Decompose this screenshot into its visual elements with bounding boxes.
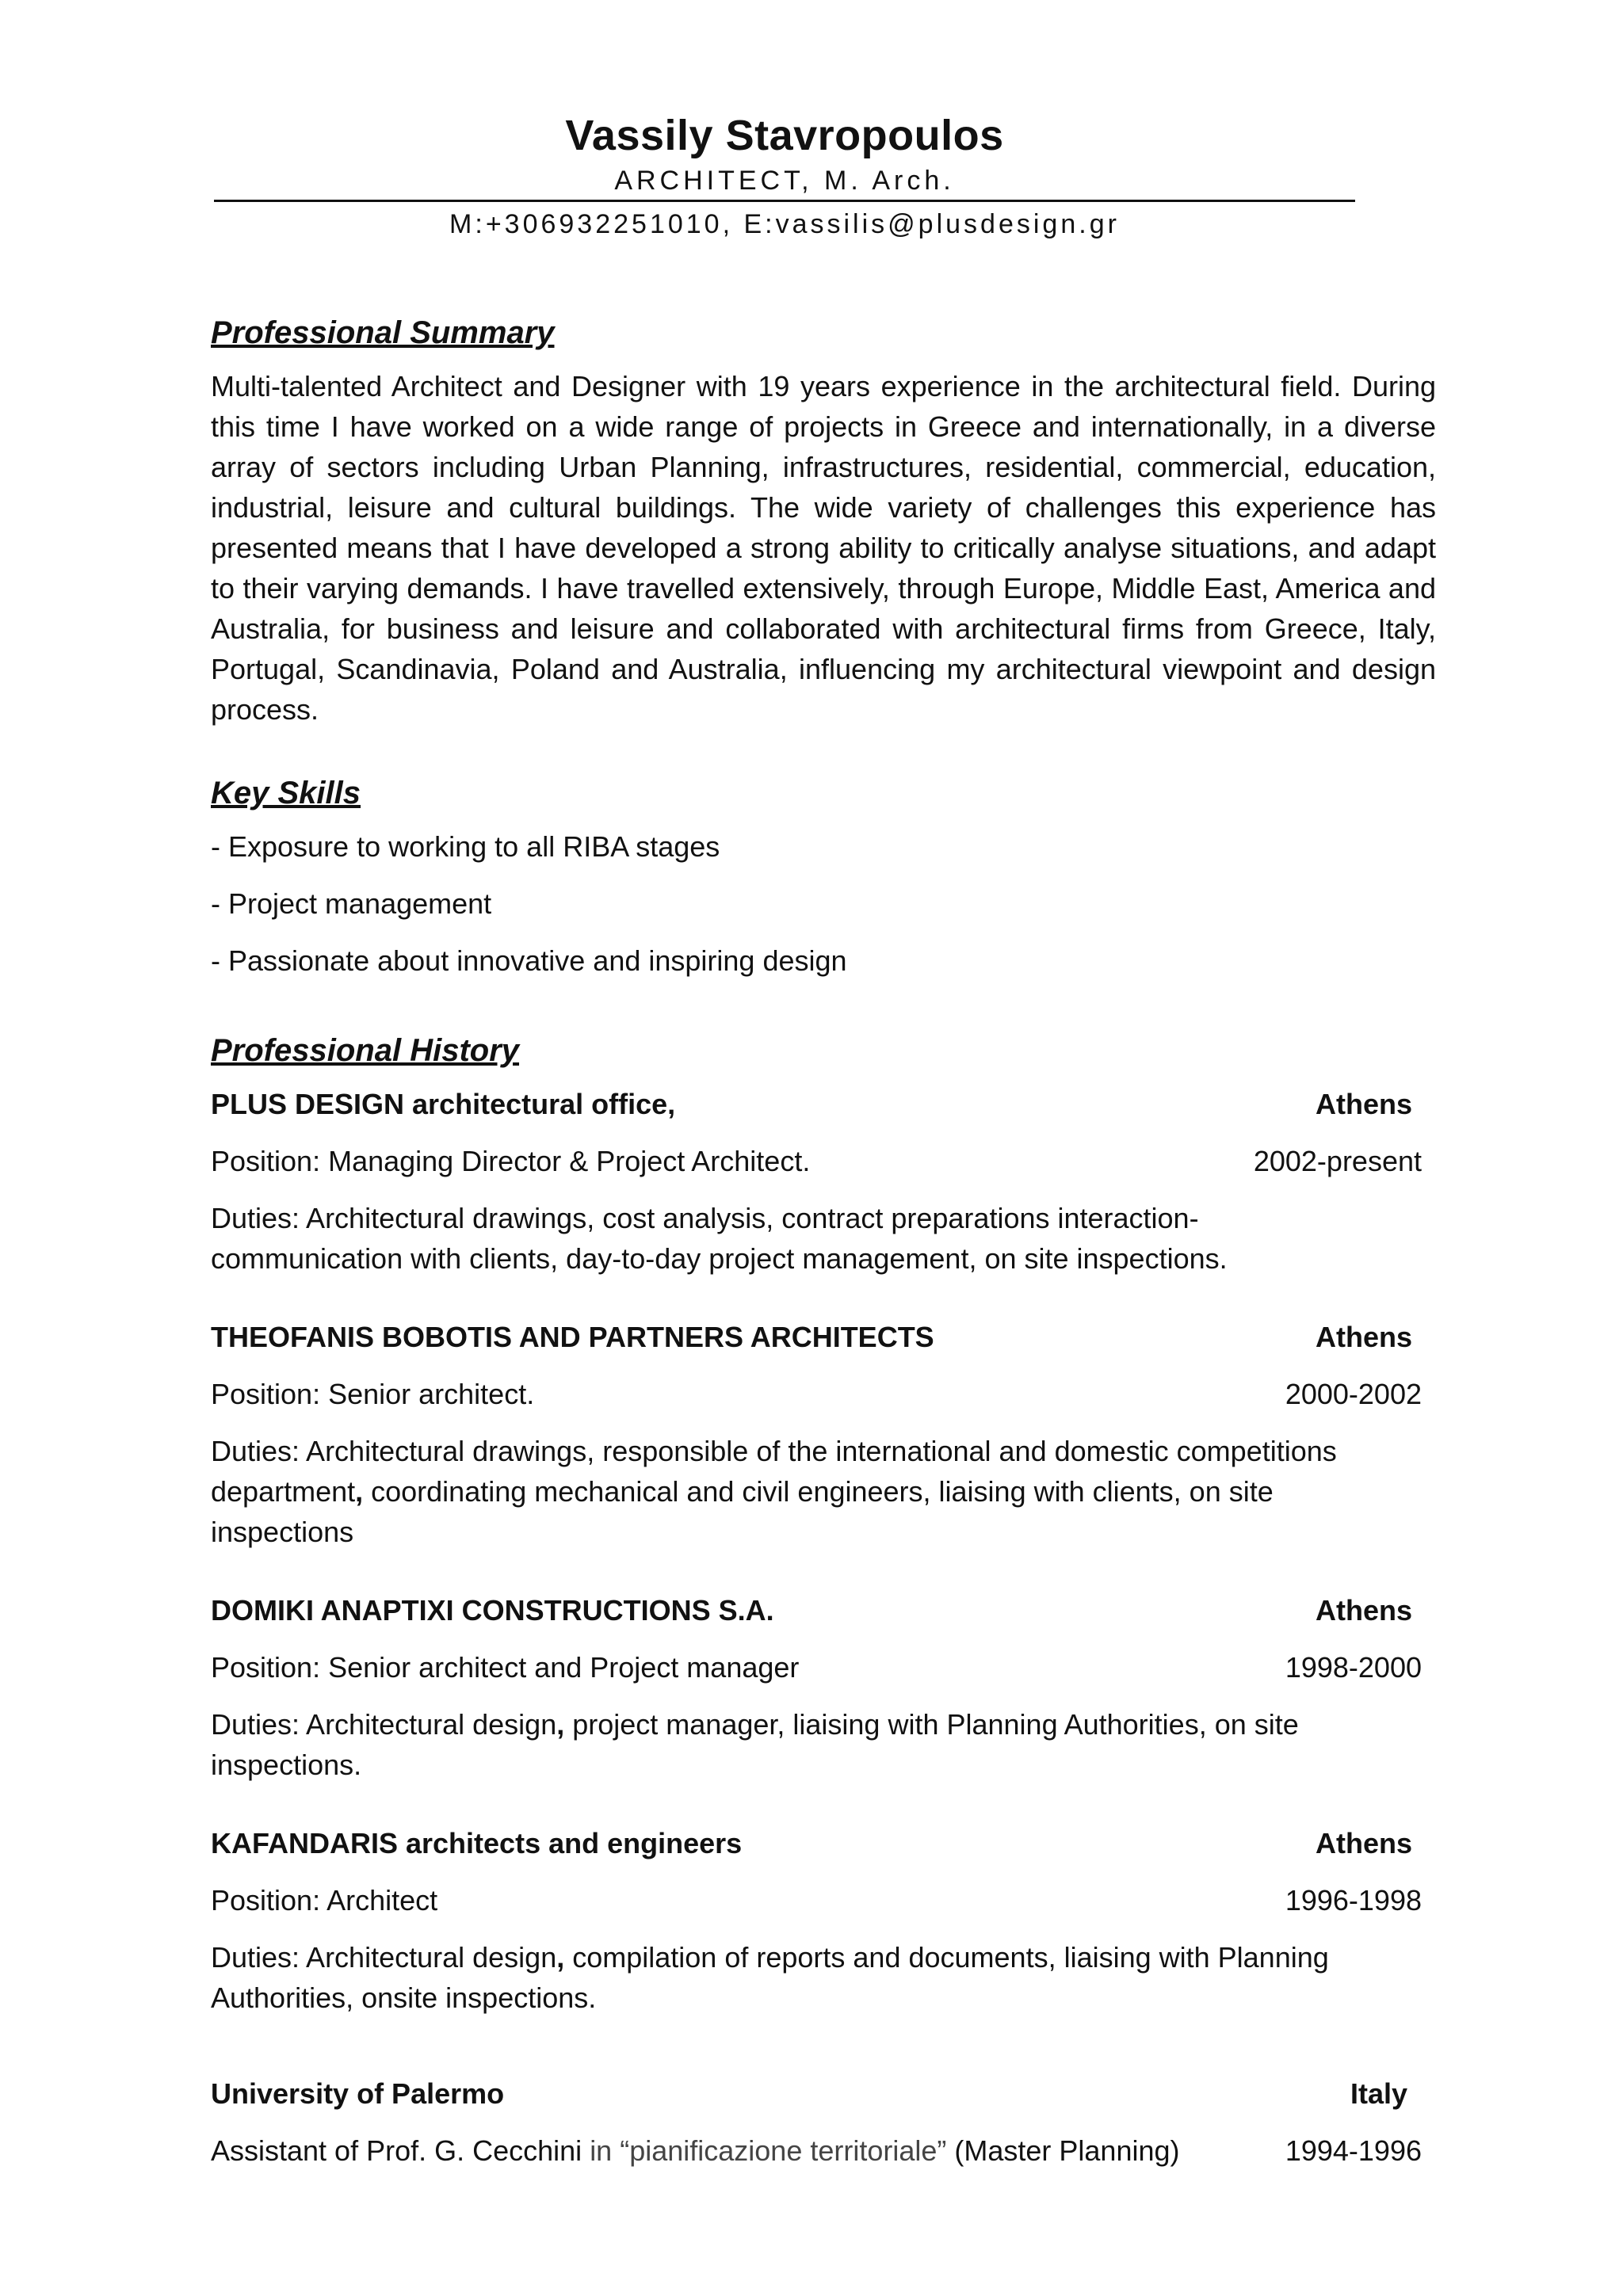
summary-text: Multi-talented Architect and Designer with 19 years experience in the architectural field. During this time I have worked on a wide range of projects in Greece and internationally, in a diverse array of sectors including Urban Planning, infrastructures, residential, commercial, education, industrial, leisure and cultural buildings. The wide variety of challenges this experience has presented means that I have developed a strong ability to critically analyse situations, and adapt to their varying demands. I have travelled extensively, through Europe, Middle East, America and Australia, for business and leisure and collaborated with architectural firms from Greece, Italy, Portugal, Scandinavia, Poland and Australia, influencing my architectural viewpoint and design process. <box>211 370 1436 726</box>
skill-item: - Project management <box>211 887 492 920</box>
job-entry <box>211 1317 1436 1552</box>
position-text: (Master Planning) <box>946 2134 1180 2167</box>
summary-heading: Professional Summary <box>211 315 555 350</box>
job-location: Italy <box>1350 2077 1407 2110</box>
job-years: 1996-1998 <box>1285 1884 1422 1917</box>
duties-line: Authorities, onsite inspections. <box>211 1981 597 2014</box>
duties-line: inspections <box>211 1516 354 1548</box>
duties-comma: , <box>556 1708 565 1741</box>
duties-comma: , <box>355 1475 364 1508</box>
job-position: Position: Senior architect and Project manager <box>211 1651 800 1684</box>
job-organization: THEOFANIS BOBOTIS AND PARTNERS ARCHITECTS <box>211 1321 934 1353</box>
duties-line: communication with clients, day-to-day project management, on site inspections. <box>211 1242 1228 1275</box>
job-location: Athens <box>1315 1594 1412 1627</box>
job-organization: DOMIKI ANAPTIXI CONSTRUCTIONS S.A. <box>211 1594 774 1627</box>
job-entry <box>211 2073 1436 2171</box>
job-organization: PLUS DESIGN architectural office, <box>211 1088 676 1120</box>
job-years: 2000-2002 <box>1285 1378 1422 1410</box>
duties-text: coordinating mechanical and civil engineers, liaising with clients, on site <box>363 1475 1274 1508</box>
job-location: Athens <box>1315 1321 1412 1353</box>
job-entry <box>211 1590 1436 1785</box>
skill-item: - Exposure to working to all RIBA stages <box>211 830 720 863</box>
skills-list <box>211 826 1436 981</box>
position-topic: in “pianificazione territoriale” <box>590 2134 947 2167</box>
duties-line: Duties: Architectural drawings, responsible of the international and domestic competitions <box>211 1435 1337 1467</box>
job-years: 1994-1996 <box>1285 2134 1422 2167</box>
duties-line <box>211 1937 1423 1978</box>
candidate-name: Vassily Stavropoulos <box>565 112 1004 159</box>
job-duties <box>211 1704 1423 1785</box>
duties-line <box>211 1471 1423 1512</box>
duties-line: inspections. <box>211 1749 362 1781</box>
position-text: Assistant of Prof. G. Cecchini <box>211 2134 590 2167</box>
job-duties <box>211 1198 1423 1279</box>
job-position: Position: Managing Director & Project Architect. <box>211 1145 811 1177</box>
skill-item: - Passionate about innovative and inspiring design <box>211 944 847 977</box>
job-location: Athens <box>1315 1088 1412 1120</box>
header-divider <box>214 200 1355 202</box>
job-location: Athens <box>1315 1827 1412 1859</box>
duties-text: compilation of reports and documents, liaising with Planning <box>564 1941 1329 1974</box>
duties-comma: , <box>556 1941 565 1974</box>
job-duties <box>211 1937 1423 2018</box>
job-position: Position: Senior architect. <box>211 1378 535 1410</box>
duties-line <box>211 1704 1423 1745</box>
duties-line: Duties: Architectural drawings, cost analysis, contract preparations interaction- <box>211 1202 1199 1234</box>
job-position: Position: Architect <box>211 1884 438 1917</box>
resume-body <box>211 309 1436 2209</box>
duties-text: Duties: Architectural design <box>211 1708 557 1741</box>
job-organization: KAFANDARIS architects and engineers <box>211 1827 743 1859</box>
job-position <box>211 2130 1180 2171</box>
skills-heading: Key Skills <box>211 776 361 810</box>
duties-text: project manager, liaising with Planning Authorities, on site <box>564 1708 1299 1741</box>
resume-header <box>214 108 1355 242</box>
duties-text: Duties: Architectural design <box>211 1941 557 1974</box>
job-entry <box>211 1823 1436 2018</box>
job-years: 1998-2000 <box>1285 1651 1422 1684</box>
candidate-title: ARCHITECT, M. Arch. <box>614 166 955 196</box>
job-duties <box>211 1431 1423 1552</box>
contact-line: M:+306932251010, E:vassilis@plusdesign.gr <box>449 209 1120 239</box>
duties-text: department <box>211 1475 356 1508</box>
job-years: 2002-present <box>1253 1145 1422 1177</box>
job-entry <box>211 1084 1436 1279</box>
job-organization: University of Palermo <box>211 2077 505 2110</box>
history-heading: Professional History <box>211 1033 520 1068</box>
